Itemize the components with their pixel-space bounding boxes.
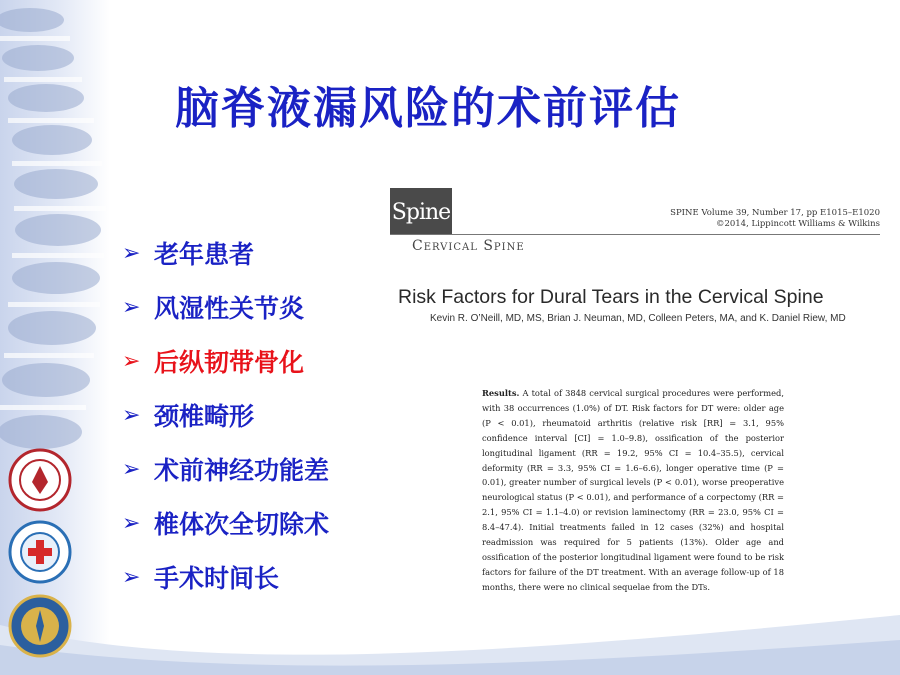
arrow-bullet-icon: ➢ (122, 348, 141, 374)
list-item-text: 手术时间长 (154, 564, 280, 593)
university-badge-icon (8, 448, 72, 512)
hospital-badge-icon (8, 520, 72, 584)
arrow-bullet-icon: ➢ (122, 294, 141, 320)
list-item (122, 442, 329, 496)
list-item-text: 风湿性关节炎 (154, 294, 305, 323)
arrow-bullet-icon: ➢ (122, 402, 141, 428)
risk-factor-list (122, 226, 329, 604)
paper-title: Risk Factors for Dural Tears in the Cervical Spine (398, 286, 824, 308)
arrow-bullet-icon: ➢ (122, 510, 141, 536)
journal-section: Cervical Spine (412, 238, 525, 254)
list-item-text: 颈椎畸形 (154, 402, 255, 431)
list-item-text: 术前神经功能差 (154, 456, 330, 485)
header-divider (390, 234, 880, 235)
list-item-text: 老年患者 (154, 240, 255, 269)
institute-badge-icon (8, 594, 72, 658)
list-item-highlighted (122, 334, 329, 388)
list-item-text: 椎体次全切除术 (154, 510, 330, 539)
list-item (122, 496, 329, 550)
paper-header-excerpt (390, 188, 890, 338)
slide-title: 脑脊液漏风险的术前评估 (175, 83, 681, 134)
arrow-bullet-icon: ➢ (122, 564, 141, 590)
list-item (122, 388, 329, 442)
journal-logo: Spine (390, 188, 452, 234)
list-item (122, 550, 329, 604)
arrow-bullet-icon: ➢ (122, 240, 141, 266)
journal-citation-line: SPINE Volume 39, Number 17, pp E1015–E1020 (670, 208, 880, 218)
journal-citation (670, 208, 880, 230)
list-item (122, 226, 329, 280)
list-item (122, 280, 329, 334)
abstract-label: Results. (482, 388, 520, 398)
journal-copyright-line: ©2014, Lippincott Williams & Wilkins (715, 219, 880, 229)
abstract-text: A total of 3848 cervical surgical procedures were performed, with 38 occurrences (1.0%) of DT. Risk factors for DT were: older age (P < 0.01), rheumatoid arthritis (relative risk [RR] = 3.1, 95% confidence interval [CI] = 1.0–9.8), ossification of the posterior longitudinal ligament (RR = 19.2, 95% CI = 10.4–35.5), cervical deformity (RR = 3.3, 95% CI = 1.6–6.6), longer operative time (P = 0.01), greater number of surgical levels (P < 0.01), worse preoperative neurological status (P < 0.01), and performance of a corpectomy (RR = 2.1, 95% CI = 1.1–4.0) or revision laminectomy (RR = 23.0, 95% CI = 8.4–47.4). Initial treatments failed in 12 cases (32%) and hospital readmission was required for 5 patients (13%). Older age and ossification of the posterior longitudinal ligament were found to be risk factors for failure of the DT treatment. With an average follow-up of 18 months, there were no clinical sequelae from the DTs. (482, 388, 784, 592)
paper-authors: Kevin R. O’Neill, MD, MS, Brian J. Neuman, MD, Colleen Peters, MA, and K. Daniel Riew, MD (430, 313, 846, 324)
abstract-results (482, 386, 784, 595)
list-item-text: 后纵韧带骨化 (154, 348, 305, 377)
arrow-bullet-icon: ➢ (122, 456, 141, 482)
